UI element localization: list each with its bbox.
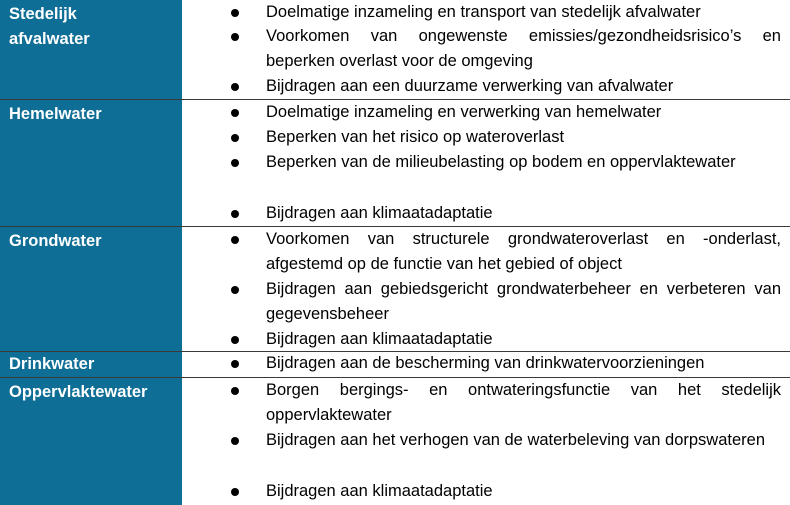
bullet-icon (231, 83, 239, 91)
bullet-icon (231, 387, 239, 395)
list-item: Doelmatige inzameling en verwerking van hemelwater (266, 103, 662, 121)
bullet-icon (231, 336, 239, 344)
list-item: Doelmatige inzameling en transport van stedelijk afvalwater (266, 3, 701, 21)
list-item: Bijdragen aan klimaatadaptatie (266, 204, 493, 222)
list-item: Bijdragen aan de bescherming van drinkwatervoorzieningen (266, 354, 705, 372)
row-items (182, 227, 790, 351)
bullet-icon (231, 9, 239, 17)
row-heading: Stedelijk afvalwater (0, 0, 182, 99)
list-item: Bijdragen aan gebiedsgericht grondwaterbeheer en verbeteren van gegevensbeheer (266, 280, 781, 323)
bullet-icon (231, 159, 239, 167)
row-heading: Drinkwater (0, 352, 182, 377)
list-item: Voorkomen van ongewenste emissies/gezondheidsrisico’s en beperken overlast voor de omgeving (266, 27, 781, 70)
list-item: Beperken van het risico op wateroverlast (266, 128, 565, 146)
list-item: Bijdragen aan klimaatadaptatie (266, 330, 493, 348)
list-item: Bijdragen aan het verhogen van de waterbeleving van dorpswateren (266, 431, 766, 449)
table-row (0, 100, 790, 226)
row-heading: Oppervlaktewater (0, 378, 182, 505)
row-items (182, 352, 790, 377)
bullet-icon (231, 236, 239, 244)
row-heading: Hemelwater (0, 100, 182, 226)
row-items (182, 0, 790, 99)
table-row (0, 0, 790, 99)
bullet-icon (231, 286, 239, 294)
bullet-icon (231, 33, 239, 41)
table-row (0, 227, 790, 351)
bullet-icon (231, 437, 239, 445)
row-items (182, 378, 790, 505)
list-item: Voorkomen van structurele grondwateroverlast en -onderlast, afgestemd op de functie van het gebied of object (266, 230, 781, 273)
table-row (0, 352, 790, 377)
bullet-icon (231, 210, 239, 218)
list-item: Bijdragen aan een duurzame verwerking van afvalwater (266, 77, 674, 95)
bullet-icon (231, 488, 239, 496)
bullet-icon (231, 134, 239, 142)
row-heading: Grondwater (0, 227, 182, 351)
table-row (0, 378, 790, 505)
row-items (182, 100, 790, 226)
bullet-icon (231, 109, 239, 117)
bullet-icon (231, 360, 239, 368)
list-item: Beperken van de milieubelasting op bodem en oppervlaktewater (266, 153, 736, 171)
list-item: Borgen bergings- en ontwateringsfunctie van het stedelijk oppervlaktewater (266, 381, 781, 424)
list-item: Bijdragen aan klimaatadaptatie (266, 482, 493, 500)
